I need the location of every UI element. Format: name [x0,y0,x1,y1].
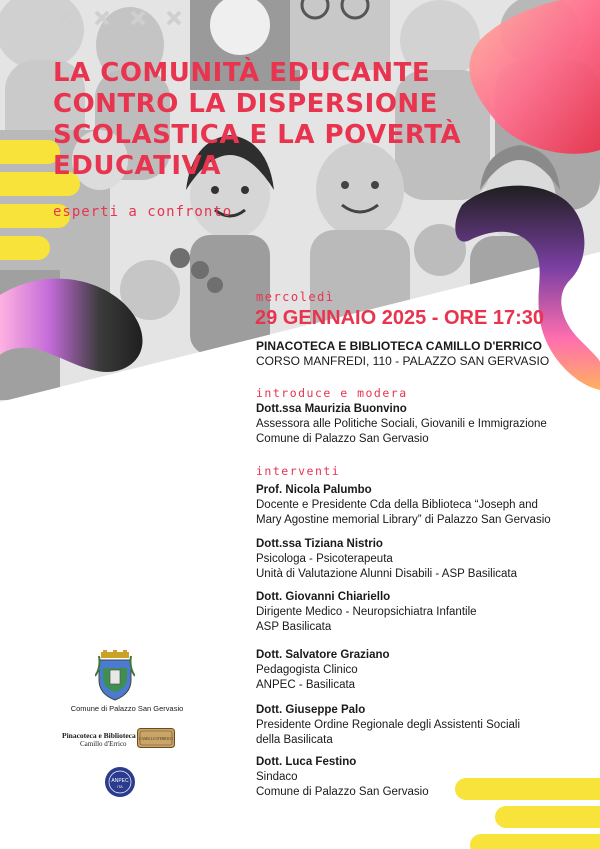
moderator-block [256,402,586,447]
moderator-heading: introduce e modera [256,386,408,400]
speaker-role: Docente e Presidente Cda della Biblioteca “Joseph and [256,499,538,511]
venue-address: CORSO MANFREDI, 110 - PALAZZO SAN GERVASIO [256,354,550,368]
event-venue [256,339,549,369]
venue-name: PINACOTECA E BIBLIOTECA CAMILLO D'ERRICO [256,339,542,353]
moderator-role: Assessora alle Politiche Sociali, Giovanili e Immigrazione [256,418,547,430]
speaker-role: Psicologa - Psicoterapeuta [256,553,393,565]
speaker-org: Mary Agostine memorial Library” di Palazzo San Gervasio [256,514,551,526]
speaker-name: Dott.ssa Tiziana Nistrio [256,538,383,550]
moderator-name: Dott.ssa Maurizia Buonvino [256,403,407,415]
pinacoteca-logo-text [62,731,136,749]
speaker-block [256,590,586,635]
event-datetime: 29 GENNAIO 2025 - ORE 17:30 [255,307,545,329]
event-title: LA COMUNITÀ EDUCANTE CONTRO LA DISPERSIONE SCOLASTICA E LA POVERTÀ EDUCATIVA [53,58,462,181]
speaker-name: Dott. Giovanni Chiariello [256,591,391,603]
pinacoteca-line2: Camillo d'Errico [80,740,127,748]
speaker-name: Dott. Giuseppe Palo [256,704,366,716]
anpec-logo-icon [104,766,136,798]
anpec-sub-text: ITA [117,785,123,789]
event-day: mercoledì [256,290,335,304]
speaker-org: ANPEC - Basilicata [256,679,356,691]
pinacoteca-badge-icon [137,728,175,748]
speaker-name: Dott. Salvatore Graziano [256,649,390,661]
speaker-block [256,648,586,693]
speaker-role: Presidente Ordine Regionale degli Assistenti Sociali [256,719,521,731]
event-subtitle: esperti a confronto [53,204,233,220]
speaker-role: Pedagogista Clinico [256,664,358,676]
pinacoteca-line1: Pinacoteca e Biblioteca [62,731,136,740]
speaker-org: Comune di Palazzo San Gervasio [256,786,429,798]
anpec-badge-text: ANPEC [111,778,129,784]
speaker-block [256,703,586,748]
comune-coat-of-arms-icon [95,650,135,702]
comune-label: Comune di Palazzo San Gervasio [70,704,184,713]
speaker-org: della Basilicata [256,734,333,746]
speaker-org: Unità di Valutazione Alunni Disabili - ASP Basilicata [256,568,518,580]
pinacoteca-badge-text: CAMILLO D'ERRICO [139,737,173,741]
speaker-block [256,483,586,528]
speaker-org: ASP Basilicata [256,621,332,633]
moderator-org: Comune di Palazzo San Gervasio [256,433,429,445]
speaker-block [256,755,586,800]
speakers-heading: interventi [256,464,341,478]
speaker-name: Dott. Luca Festino [256,756,357,768]
speaker-role: Sindaco [256,771,298,783]
speaker-block [256,537,586,582]
speaker-name: Prof. Nicola Palumbo [256,484,372,496]
speaker-role: Dirigente Medico - Neuropsichiatra Infantile [256,606,477,618]
